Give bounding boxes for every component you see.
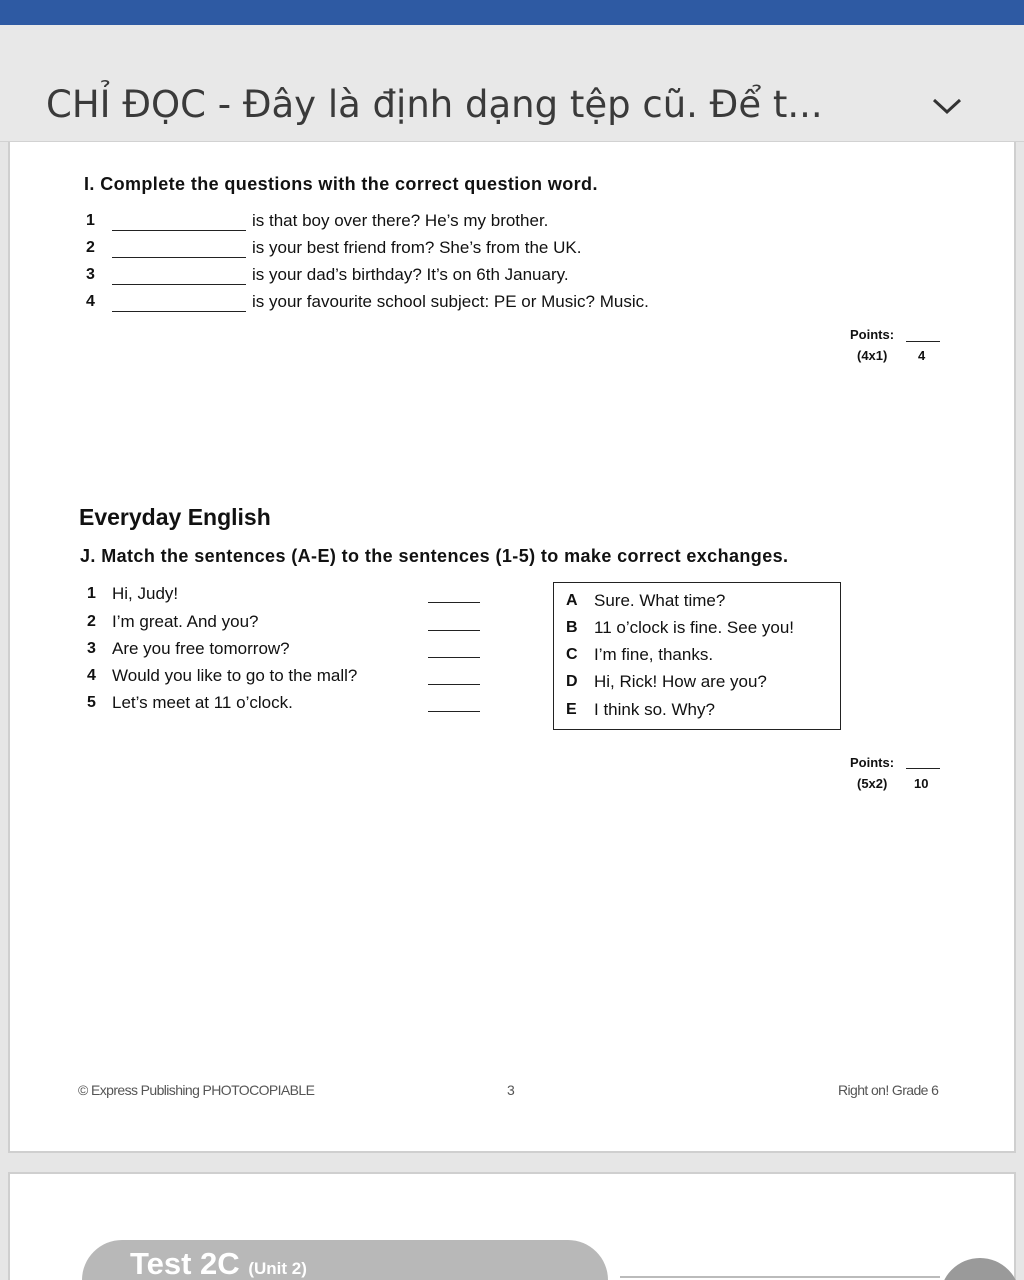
points-label: Points:	[850, 755, 895, 770]
option-text: I’m fine, thanks.	[594, 645, 714, 664]
question-text: is that boy over there? He’s my brother.	[252, 211, 549, 230]
section-j-heading: J. Match the sentences (A-E) to the sentences (1-5) to make correct exchanges.	[80, 546, 789, 566]
question-number: 3	[86, 266, 95, 283]
points-total: 10	[914, 776, 929, 791]
points-score-blank[interactable]	[906, 768, 940, 769]
points-formula: (4x1)	[857, 348, 888, 363]
match-answer-blank[interactable]	[428, 602, 480, 603]
sentence-text: Let’s meet at 11 o’clock.	[112, 693, 293, 712]
points-formula: (5x2)	[857, 776, 888, 791]
sentence-number: 5	[87, 694, 96, 711]
question-text: is your best friend from? She’s from the UK.	[252, 238, 582, 257]
match-answer-blank[interactable]	[428, 630, 480, 631]
match-answer-blank[interactable]	[428, 684, 480, 685]
sentence-text: Are you free tomorrow?	[112, 639, 290, 658]
footer-copyright: © Express Publishing PHOTOCOPIABLE	[78, 1082, 315, 1098]
match-answer-blank[interactable]	[428, 711, 480, 712]
option-text: Sure. What time?	[594, 591, 726, 610]
points-total: 4	[918, 348, 926, 363]
option-text: I think so. Why?	[594, 700, 715, 719]
banner-title: CHỈ ĐỌC - Đây là định dạng tệp cũ. Để t...	[46, 83, 823, 126]
option-letter: E	[566, 701, 577, 718]
option-text: 11 o’clock is fine. See you!	[594, 618, 795, 637]
header-rule	[620, 1276, 940, 1278]
test-title-unit: (Unit 2)	[248, 1259, 307, 1278]
sentence-number: 2	[87, 613, 96, 630]
section-i-heading: I. Complete the questions with the correct question word.	[84, 174, 598, 194]
sentence-number: 4	[87, 667, 96, 684]
points-score-blank[interactable]	[906, 341, 940, 342]
sentence-number: 1	[87, 585, 96, 602]
points-label: Points:	[850, 327, 895, 342]
answer-blank[interactable]	[112, 311, 246, 312]
read-only-banner[interactable]	[0, 25, 1024, 142]
question-number: 1	[86, 212, 95, 229]
question-number: 4	[86, 293, 95, 310]
option-letter: C	[566, 646, 578, 663]
answer-blank[interactable]	[112, 257, 246, 258]
footer-page-number: 3	[507, 1082, 515, 1098]
sentence-text: Would you like to go to the mall?	[112, 666, 358, 685]
section-title: Everyday English	[79, 504, 271, 530]
test-title	[130, 1246, 307, 1280]
question-text: is your dad’s birthday? It’s on 6th January.	[252, 265, 569, 284]
sentence-text: I’m great. And you?	[112, 612, 259, 631]
option-letter: A	[566, 592, 578, 609]
option-text: Hi, Rick! How are you?	[594, 672, 767, 691]
option-letter: D	[566, 673, 578, 690]
answer-blank[interactable]	[112, 230, 246, 231]
chevron-down-icon[interactable]	[930, 95, 964, 117]
question-number: 2	[86, 239, 95, 256]
question-text: is your favourite school subject: PE or Music? Music.	[252, 292, 649, 311]
sentence-text: Hi, Judy!	[112, 584, 179, 603]
test-title-main: Test 2C	[130, 1246, 240, 1280]
footer-book-title: Right on! Grade 6	[838, 1082, 939, 1098]
option-letter: B	[566, 619, 578, 636]
top-accent-bar	[0, 0, 1024, 25]
sentence-number: 3	[87, 640, 96, 657]
match-answer-blank[interactable]	[428, 657, 480, 658]
answer-blank[interactable]	[112, 284, 246, 285]
